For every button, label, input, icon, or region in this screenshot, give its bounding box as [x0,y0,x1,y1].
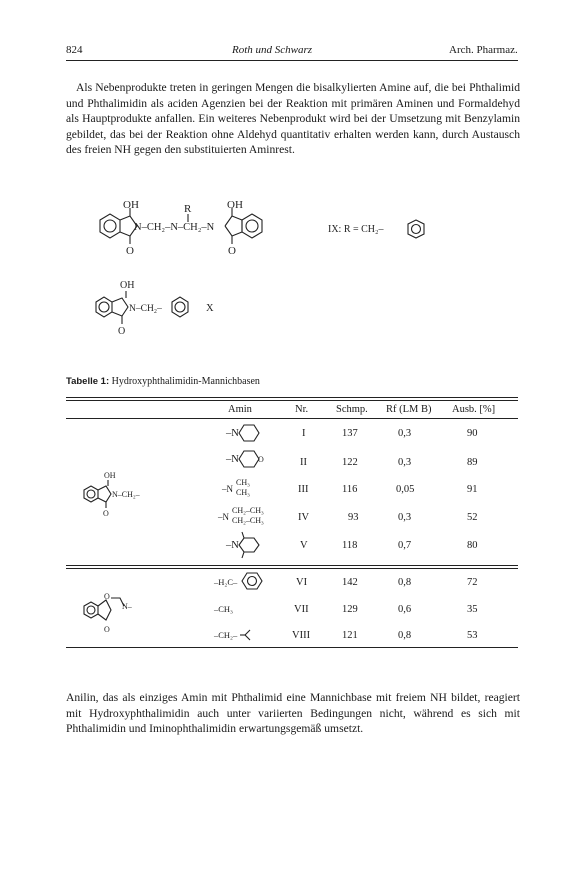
nr-v: V [300,540,308,551]
running-title: Roth und Schwarz [232,44,313,56]
col-header-ausb: Ausb. [%] [452,404,496,415]
rf-i: 0,3 [398,428,412,439]
table-header-rule [66,418,518,419]
group2-o-top: O [104,592,110,601]
rf-viii: 0,8 [398,630,412,641]
structure-x [82,278,232,348]
amine-iii-sub2: CH₃ [236,488,250,497]
isopropyl-icon [240,628,252,642]
oxo-left: O [126,245,134,257]
page-number: 824 [66,44,83,56]
nr-viii: VIII [292,630,311,641]
mp-iii: 116 [342,484,358,495]
structure-group2 [78,588,178,638]
nr-ii: II [300,457,307,468]
table-top-rule [66,397,518,398]
rf-vi: 0,8 [398,577,412,588]
col-header-amin: Amin [228,404,252,415]
yield-vi: 72 [467,577,478,588]
mp-vii: 129 [342,604,358,615]
oxo-small: O [118,326,126,337]
x-label: X [206,303,214,314]
structure-bis-compound [80,198,320,268]
piperidine-icon [237,422,261,444]
amine-v-prefix: –N [226,540,239,551]
rf-vii: 0,6 [398,604,412,615]
amine-vi-prefix: –H₂C– [214,577,238,587]
amine-iii-prefix: –N [222,484,233,494]
group1-o: O [103,509,109,518]
structure-group1 [78,470,168,530]
yield-ii: 89 [467,457,478,468]
yield-iv: 52 [467,512,478,523]
amine-i-prefix: –N [226,428,239,439]
oxo-right: O [228,245,236,257]
table-bottom-rule [66,647,518,648]
morpholine-icon [237,448,267,470]
amine-ii-prefix: –N [226,454,239,465]
amine-iii-sub1: CH₃ [236,478,250,487]
header-rule [66,60,518,61]
mp-viii: 121 [342,630,358,641]
caption-text: Hydroxyphthalimidin-Mannichbasen [111,376,260,387]
dimethylpiperidine-icon [237,530,261,560]
yield-i: 90 [467,428,478,439]
group1-chain: N–CH₂– [112,490,140,499]
yield-iii: 91 [467,484,478,495]
yield-viii: 53 [467,630,478,641]
amine-vii: –CH₃ [214,604,234,614]
r-label: R [184,203,192,215]
paragraph-anilin: Anilin, das als einziges Amin mit Phthalimid eine Mannichbase mit freiem NH bildet, reagiert mit Hydroxyphthalimidin auch unter variierten Bedingungen nicht, während es sich mit Phthalimidin und Iminophthalimidin erwartungsgemäß umsetzt. [66,691,520,735]
chain-text: N–CH₂–N–CH₂–N [134,222,215,233]
col-header-schmp: Schmp. [336,404,368,415]
table-top-rule-2 [66,400,518,401]
oh-left: OH [123,199,139,211]
table-group-rule-2 [66,568,518,569]
nr-vii: VII [294,604,309,615]
mp-iv: 93 [348,512,359,523]
oh-right: OH [227,199,243,211]
oh-small: OH [120,280,135,291]
rf-iii: 0,05 [396,484,415,495]
mp-vi: 142 [342,577,358,588]
nr-iv: IV [298,512,310,523]
journal-name: Arch. Pharmaz. [449,44,518,56]
group2-o-bottom: O [104,625,110,634]
amine-iv-sub1: CH₂–CH₃ [232,506,264,515]
structure-ix-definition [328,216,448,246]
benzene-icon [240,570,264,592]
nr-vi: VI [296,577,308,588]
nr-i: I [302,428,306,439]
amine-iv-prefix: –N [218,512,229,522]
nr-iii: III [298,484,309,495]
paragraph-intro: Als Nebenprodukte treten in geringen Mengen die bisalkylierten Amine auf, die bei Phthalimid und Phthalimidin als aciden Agenzien bei der Reaktion mit primären Aminen und Formaldehyd als Hauptprodukte anfallen. Ein weiteres Nebenprodukt wird bei der Umsetzung mit Benzylamin gebildet, das bei der Reaktion ohne Aldehyd quantitativ erhalten werden kann, durch Austausch des freien NH gegen den substituierten Aminrest. [66,81,520,156]
small-chain: N–CH₂– [129,304,162,314]
mp-ii: 122 [342,457,358,468]
rf-v: 0,7 [398,540,412,551]
ix-label: IX: R = CH₂– [328,224,384,235]
table-group-rule [66,565,518,566]
col-header-nr: Nr. [295,404,309,415]
morpholine-oxygen: O [258,455,264,464]
rf-iv: 0,3 [398,512,412,523]
caption-label: Tabelle 1: [66,376,110,387]
group2-n: N– [122,602,132,611]
group1-oh: OH [104,471,116,480]
amine-iv-sub2: CH₂–CH₃ [232,516,264,525]
amine-viii-prefix: –CH₂– [214,630,238,640]
mp-i: 137 [342,428,358,439]
mp-v: 118 [342,540,358,551]
col-header-rf: Rf (LM B) [386,404,432,415]
yield-v: 80 [467,540,478,551]
rf-ii: 0,3 [398,457,412,468]
yield-vii: 35 [467,604,478,615]
table-caption [66,376,260,387]
